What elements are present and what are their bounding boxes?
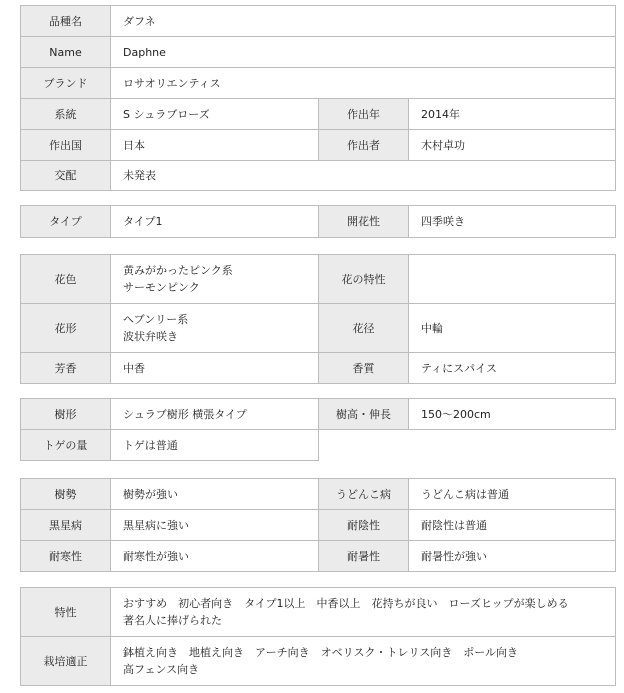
cold-value: 耐寒性が強い (111, 541, 319, 572)
brand-label: ブランド (21, 68, 111, 99)
flower-color-line2: サーモンピンク (123, 281, 200, 294)
type-table (20, 205, 616, 238)
country-label: 作出国 (21, 130, 111, 161)
flower-form-line2: 波状弁咲き (123, 330, 178, 343)
flower-color-line1: 黄みがかったピンク系 (123, 264, 233, 277)
year-label: 作出年 (319, 99, 409, 130)
heat-value: 耐暑性が強い (409, 541, 616, 572)
blackspot-value: 黒星病に強い (111, 510, 319, 541)
bloom-label: 開花性 (319, 206, 409, 238)
flower-trait-value (409, 255, 616, 304)
lineage-value: S シュラブローズ (111, 99, 319, 130)
cultivation-line2: 高フェンス向き (123, 663, 200, 676)
tree-shape-value: シュラブ樹形 横張タイプ (111, 399, 319, 430)
variety-name-label: 品種名 (21, 6, 111, 37)
tree-height-label: 樹高・伸長 (319, 399, 409, 430)
traits-label: 特性 (21, 588, 111, 637)
cultivation-value (111, 637, 616, 686)
lineage-label: 系統 (21, 99, 111, 130)
scent-value: ティにスパイス (409, 353, 616, 384)
bloom-value: 四季咲き (409, 206, 616, 238)
vigor-label: 樹勢 (21, 479, 111, 510)
traits-value (111, 588, 616, 637)
type-value: タイプ1 (111, 206, 319, 238)
type-label: タイプ (21, 206, 111, 238)
fragrance-value: 中香 (111, 353, 319, 384)
vigor-value: 樹勢が強い (111, 479, 319, 510)
traits-line1: おすすめ 初心者向き タイプ1以上 中香以上 花持ちが良い ローズヒップが楽しめる (123, 597, 569, 610)
shade-label: 耐陰性 (319, 510, 409, 541)
mildew-label: うどんこ病 (319, 479, 409, 510)
features-table (20, 587, 616, 686)
cultivation-line1: 鉢植え向き 地植え向き アーチ向き オベリスク・トレリス向き ポール向き (123, 646, 519, 659)
flower-trait-label: 花の特性 (319, 255, 409, 304)
variety-name-value: ダフネ (111, 6, 616, 37)
flower-form-label: 花形 (21, 304, 111, 353)
country-value: 日本 (111, 130, 319, 161)
health-table (20, 478, 616, 572)
name-label: Name (21, 37, 111, 68)
breeder-value: 木村卓功 (409, 130, 616, 161)
scent-label: 香質 (319, 353, 409, 384)
cross-value: 未発表 (111, 161, 616, 191)
fragrance-label: 芳香 (21, 353, 111, 384)
traits-line2: 著名人に捧げられた (123, 614, 222, 627)
breeder-label: 作出者 (319, 130, 409, 161)
cultivation-label: 栽培適正 (21, 637, 111, 686)
flower-table (20, 254, 616, 384)
mildew-value: うどんこ病は普通 (409, 479, 616, 510)
thorn-value: トゲは普通 (111, 430, 319, 461)
brand-value: ロサオリエンティス (111, 68, 616, 99)
cold-label: 耐寒性 (21, 541, 111, 572)
basic-info-table (20, 5, 616, 191)
flower-size-label: 花径 (319, 304, 409, 353)
flower-color-value (111, 255, 319, 304)
cross-label: 交配 (21, 161, 111, 191)
flower-form-line1: ヘブンリー系 (123, 313, 189, 326)
flower-color-label: 花色 (21, 255, 111, 304)
tree-shape-label: 樹形 (21, 399, 111, 430)
name-value: Daphne (111, 37, 616, 68)
tree-height-value: 150〜200cm (409, 399, 616, 430)
thorn-label: トゲの量 (21, 430, 111, 461)
year-value: 2014年 (409, 99, 616, 130)
flower-form-value (111, 304, 319, 353)
tree-table (20, 398, 616, 461)
heat-label: 耐暑性 (319, 541, 409, 572)
shade-value: 耐陰性は普通 (409, 510, 616, 541)
blackspot-label: 黒星病 (21, 510, 111, 541)
flower-size-value: 中輪 (409, 304, 616, 353)
